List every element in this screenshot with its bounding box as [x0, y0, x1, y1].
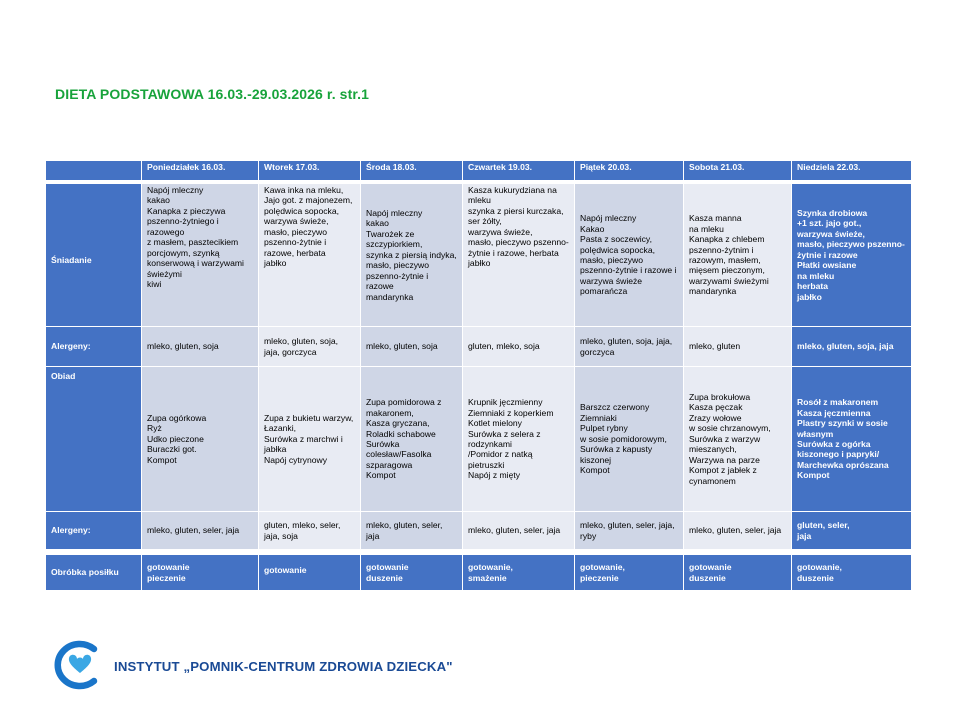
allergens-row-2: [46, 512, 912, 550]
cooking-cell-wednesday: gotowanie duszenie: [361, 555, 463, 591]
breakfast-cell-thursday: Kasza kukurydziana na mleku szynka z piersi kurczaka, ser żółty, warzywa świeże, masło, pieczywo pszenno-żytnie i razowe, herbata jabłko: [463, 184, 575, 327]
row-label-lunch: Obiad: [46, 367, 142, 512]
allergens1-cell-friday: mleko, gluten, soja, jaja, gorczyca: [575, 327, 684, 367]
row-label-allergens-2: Alergeny:: [46, 512, 142, 550]
corner-cell: [46, 161, 142, 181]
lunch-row: [46, 367, 912, 512]
row-label-allergens-1: Alergeny:: [46, 327, 142, 367]
day-header-wednesday: Środa 18.03.: [361, 161, 463, 181]
lunch-cell-saturday: Zupa brokułowa Kasza pęczak Zrazy wołowe w sosie chrzanowym, Surówka z warzyw mieszanych, Warzywa na parze Kompot z jabłek z cynamonem: [684, 367, 792, 512]
day-header-sunday: Niedziela 22.03.: [792, 161, 912, 181]
lunch-cell-tuesday: Zupa z bukietu warzyw, Łazanki, Surówka z marchwi i jabłka Napój cytrynowy: [259, 367, 361, 512]
lunch-cell-friday: Barszcz czerwony Ziemniaki Pulpet rybny w sosie pomidorowym, Surówka z kapusty kiszonej Kompot: [575, 367, 684, 512]
allergens1-cell-tuesday: mleko, gluten, soja, jaja, gorczyca: [259, 327, 361, 367]
day-header-monday: Poniedziałek 16.03.: [142, 161, 259, 181]
page-title: DIETA PODSTAWOWA 16.03.-29.03.2026 r. str.1: [55, 86, 369, 102]
cooking-cell-thursday: gotowanie, smażenie: [463, 555, 575, 591]
day-header-saturday: Sobota 21.03.: [684, 161, 792, 181]
institute-logo: [50, 640, 453, 690]
allergens2-cell-wednesday: mleko, gluten, seler, jaja: [361, 512, 463, 550]
breakfast-cell-monday: Napój mleczny kakao Kanapka z pieczywa pszenno-żytniego i razowego z masłem, pasztecikiem porcjowym, szynką konserwową i warzywami świeżymi kiwi: [142, 184, 259, 327]
cooking-cell-sunday: gotowanie, duszenie: [792, 555, 912, 591]
lunch-cell-wednesday: Zupa pomidorowa z makaronem, Kasza gryczana, Roladki schabowe Surówka colesław/Fasolka szparagowa Kompot: [361, 367, 463, 512]
allergens2-cell-tuesday: gluten, mleko, seler, jaja, soja: [259, 512, 361, 550]
allergens1-cell-saturday: mleko, gluten: [684, 327, 792, 367]
header-row: [46, 161, 912, 181]
breakfast-cell-saturday: Kasza manna na mleku Kanapka z chlebem pszenno-żytnim i razowym, masłem, mięsem pieczonym, warzywami świeżymi mandarynka: [684, 184, 792, 327]
lunch-cell-thursday: Krupnik jęczmienny Ziemniaki z koperkiem Kotlet mielony Surówka z selera z rodzynkami /Pomidor z natką pietruszki Napój z mięty: [463, 367, 575, 512]
allergens-row-1: [46, 327, 912, 367]
allergens1-cell-sunday: mleko, gluten, soja, jaja: [792, 327, 912, 367]
day-header-thursday: Czwartek 19.03.: [463, 161, 575, 181]
allergens2-cell-friday: mleko, gluten, seler, jaja, ryby: [575, 512, 684, 550]
cooking-cell-saturday: gotowanie duszenie: [684, 555, 792, 591]
row-label-breakfast: Śniadanie: [46, 184, 142, 327]
cooking-cell-tuesday: gotowanie: [259, 555, 361, 591]
allergens1-cell-thursday: gluten, mleko, soja: [463, 327, 575, 367]
lunch-cell-sunday: Rosół z makaronem Kasza jęczmienna Plastry szynki w sosie własnym Surówka z ogórka kiszonego i papryki/ Marchewka oprószana Kompot: [792, 367, 912, 512]
breakfast-cell-wednesday: Napój mleczny kakao Twarożek ze szczypiorkiem, szynka z piersią indyka, masło, pieczywo pszenno-żytnie i razowe mandarynka: [361, 184, 463, 327]
breakfast-cell-sunday: Szynka drobiowa +1 szt. jajo got., warzywa świeże, masło, pieczywo pszenno-żytnie i razowe Płatki owsiane na mleku herbata jabłko: [792, 184, 912, 327]
allergens1-cell-monday: mleko, gluten, soja: [142, 327, 259, 367]
cooking-method-row: [46, 555, 912, 591]
allergens2-cell-monday: mleko, gluten, seler, jaja: [142, 512, 259, 550]
menu-table: [45, 160, 912, 591]
breakfast-cell-friday: Napój mleczny Kakao Pasta z soczewicy, polędwica sopocka, masło, pieczywo pszenno-żytnie i razowe i warzywa świeże pomarańcza: [575, 184, 684, 327]
row-label-cooking-method: Obróbka posiłku: [46, 555, 142, 591]
day-header-friday: Piątek 20.03.: [575, 161, 684, 181]
lunch-cell-monday: Zupa ogórkowa Ryż Udko pieczone Buraczki got. Kompot: [142, 367, 259, 512]
heart-ring-logo-icon: [50, 640, 106, 690]
allergens2-cell-sunday: gluten, seler, jaja: [792, 512, 912, 550]
institute-name: INSTYTUT „POMNIK-CENTRUM ZDROWIA DZIECKA": [114, 658, 453, 674]
allergens1-cell-wednesday: mleko, gluten, soja: [361, 327, 463, 367]
cooking-cell-friday: gotowanie, pieczenie: [575, 555, 684, 591]
cooking-cell-monday: gotowanie pieczenie: [142, 555, 259, 591]
breakfast-cell-tuesday: Kawa inka na mleku, Jajo got. z majonezem, polędwica sopocka, warzywa świeże, masło, pieczywo pszenno-żytnie i razowe, herbata jabłko: [259, 184, 361, 327]
allergens2-cell-thursday: mleko, gluten, seler, jaja: [463, 512, 575, 550]
allergens2-cell-saturday: mleko, gluten, seler, jaja: [684, 512, 792, 550]
day-header-tuesday: Wtorek 17.03.: [259, 161, 361, 181]
breakfast-row: [46, 184, 912, 327]
